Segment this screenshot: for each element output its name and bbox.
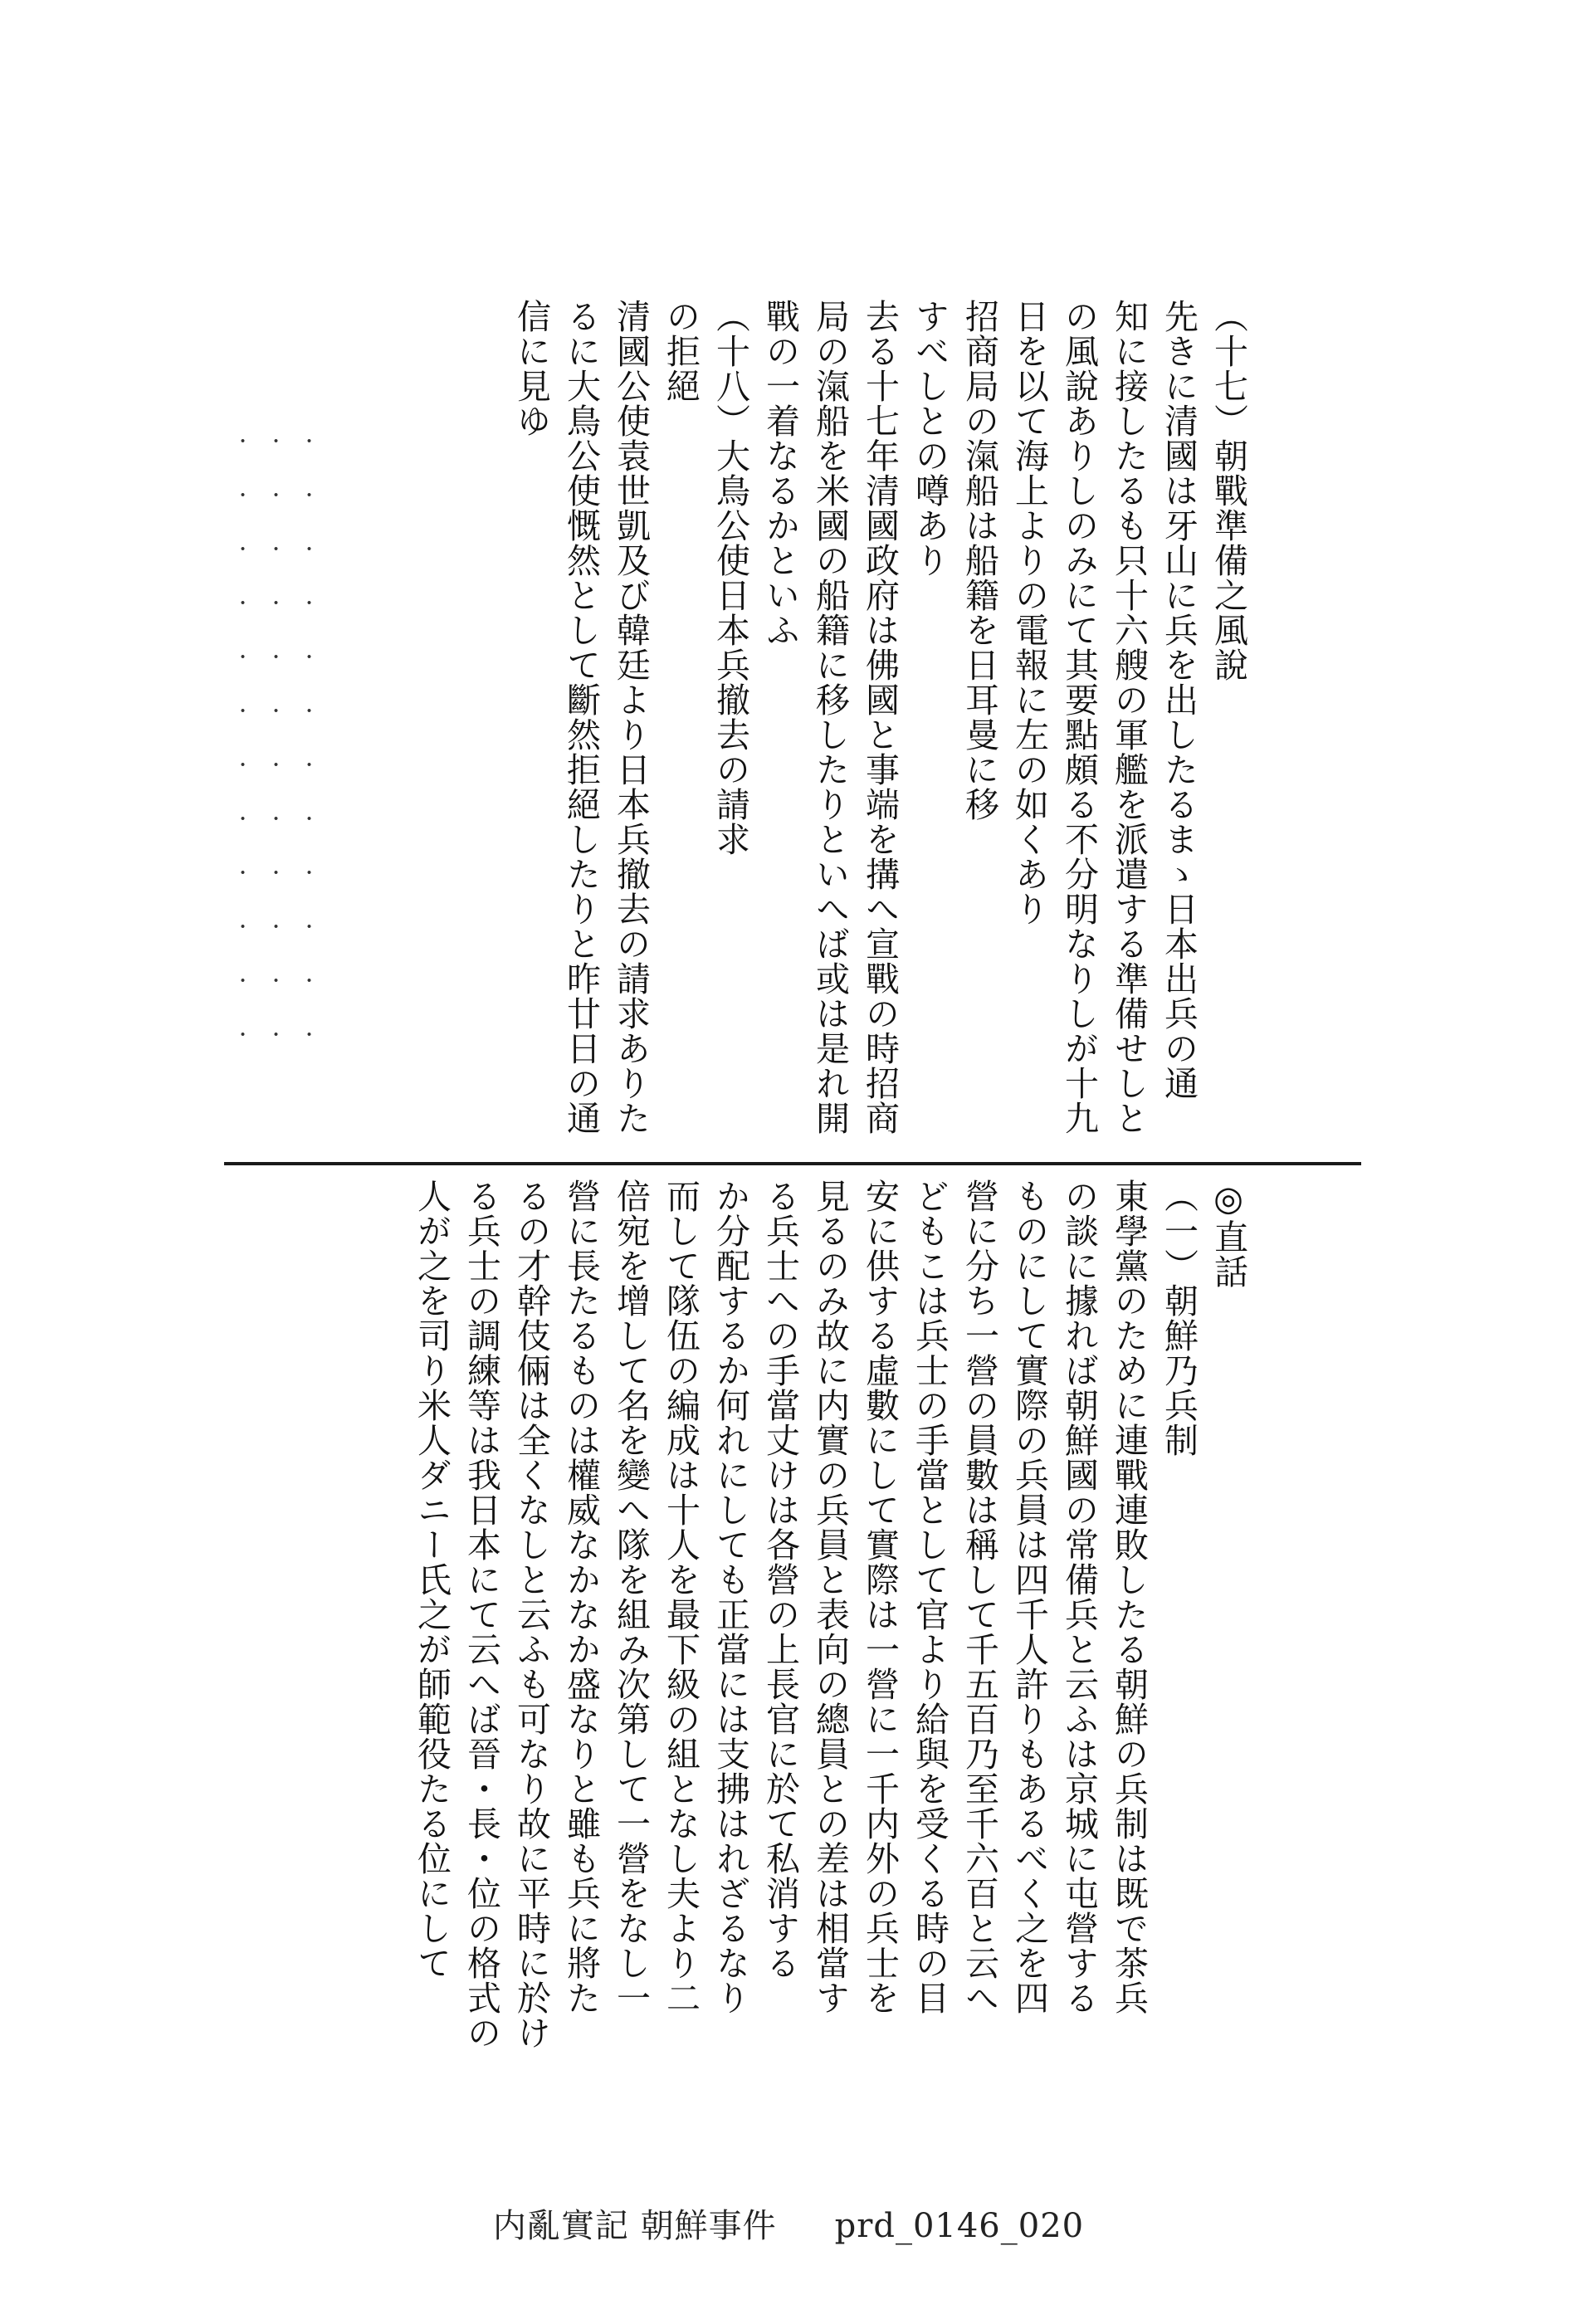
decorative-marks: ・ ・ ・ ・ ・ ・ ・ ・ ・ ・ ・ ・ ・ ・ ・ ・ ・ ・ ・ ・ ・ ・ ・ ・ ・ ・ ・ ・ ・ ・ ・ ・ ・ ・ ・ ・: [231, 432, 318, 1058]
page-footer: [0, 2200, 1577, 2247]
top-article-section: （十七）朝戰準備之風說 先きに清國は牙山に兵を出したるまゝ日本出兵の通 知に接したるも只十六艘の軍艦を派遣する準備せしと の風說ありしのみにて其要點頗る不分明なりしが十九 日を以て海上よりの電報に左の如くあり 招商局の滊船は船籍を日耳曼に移 すべしとの噂あり 去る十七年清國政府は佛國と事端を搆へ宣戰の時招商 局の滊船を米國の船籍に移したりといへば或は是れ開 戰の一着なるかといふ （十八）大鳥公使日本兵撤去の請求 の拒絕 清國公使袁世凱及び韓廷より日本兵撤去の請求ありた るに大鳥公使慨然として斷然拒絕したりと昨廿日の通 信に見ゆ: [511, 299, 1248, 1135]
bottom-article-section: ◎直話 （一）朝鮮乃兵制 東學黨のために連戰連敗したる朝鮮の兵制は既で茶兵 の談に據れば朝鮮國の常備兵と云ふは京城に屯營する ものにして實際の兵員は四千人許りもあるべく之を四 營に分ち一營の員數は稱して千五百乃至千六百と云へ どもこは兵士の手當として官より給與を受くる時の目 安に供する虛數にして實際は一營に一千内外の兵士を 見るのみ故に内實の兵員と表向の總員との差は相當す る兵士への手當丈けは各營の上長官に於て私消する か分配するか何れにしても正當には支拂はれざるなり 而して隊伍の編成は十人を最下級の組となし夫より二 倍宛を增して名を變へ隊を組み次第して一營をなし一 營に長たるものは權威なかなか盛なりと雖も兵に將た るの才幹伎倆は全くなしと云ふも可なり故に平時に於け る兵士の調練等は我日本にて云へば晉・長・位の格式の 人が之を司り米人ダニー氏之が師範役たる位にして: [412, 1179, 1248, 2050]
section-divider: [224, 1162, 1361, 1165]
footer-title: 内亂實記 朝鮮事件: [492, 2207, 777, 2245]
footer-page-id: prd_0146_020: [834, 2207, 1085, 2245]
